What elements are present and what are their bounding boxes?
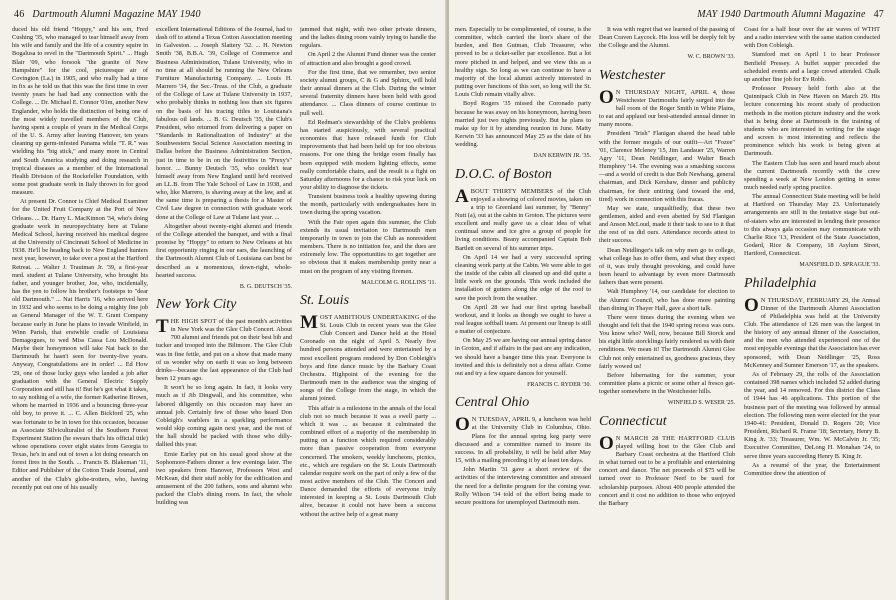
paragraph-lead: [599, 432, 735, 508]
paragraph: President "Irish" Flanigan shared the head table with the former moguls of our outfit—Art "Fozee" '01, Clarence Mcleney '15, Jim Landauer '25, Warren Agry '11, Dean Neidlinger, and Walter Beach Humphrey '14. The evening was a smashing success—and a world of credit is due Bob Newhang, general chairman, and Dick Kershaw, dinner and publicity chairman, for their untiring (and toward the end, tired) work in connection with this fracas.: [599, 130, 735, 203]
paragraph: excellent International Editions of the Journal, had to dash off to attend a Texas Cotton Association meeting in Galveston. ... Joseph Slattery '32. ... H. Newton Smith '38, B.B.A. '39, College of Commerce and Business Administration, Tulane University, who in no time at all should be running the New Orleans Furniture Manufacturing Company. ... Louis H. Marrero '34, the Sec.-Treas. of the Club, a graduate of the College of Law at Tulane University in 1937, who probably thinks in nothing less than six figures on the basis of his tracing titles to Louisiana's fabulous oil lands. ... B. G. Deutsch '35, the Club's President, who returned from delivering a paper on "Standards in Rationalization of Industry" at the Southwestern Social Science Association meeting in Dallas before the Business Administration Section, just in time to be in on the festivities in "Prexy's" honor. ... Bunny Deutsch '35, who couldn't tear himself away from New England until he'd received an LL.B. from The Yale School of Law in 1938, and who, like Marrero, is shaving away at the law, and at the same time is preparing a thesis for a Master of Civil Law degree in connection with graduate work done at the College of Law at Tulane last year. ...: [156, 26, 292, 221]
paragraph: The Eastern Club has seen and heard much about the current Dartmouth recently with the crew spending a week at New London getting in some much needed early spring practice.: [744, 159, 880, 191]
lead-text: played willing host to the Glee Club and Barbary Coast orchestra at the Hartford Club in what turned out to be a profitable and entertaining concert and dance. The net proceeds of $75 will be turned over to Professor Neef to be used for scholarship purposes. About 400 people attended the concert and it cost no addition to those who enjoyed the Barbary: [599, 442, 735, 507]
paragraph: Dean Neidlinger's talk on why men go to college, what college has to offer them, and what they expect of it, was truly thought provoking, and could have been heard to advantage by even more Dartmouth fathers than were present.: [599, 246, 735, 287]
paragraph: The annual Connecticut State meeting will be held at Hartford on Thursday May 23. Unfortunately arrangements are still in the tentative stage but out-of-staters who are interested in lending their presence to this always gala occasion may communicate with Charlie Rice '13, President of the State Association, Godard, Rice & Company, 18 Asylum Street, Hartford, Connecticut.: [744, 193, 880, 258]
paragraph: As a resumé of the year, the Entertainment Committee drew the attention of: [744, 461, 880, 477]
drop-cap: O: [455, 414, 470, 436]
paragraph-lead: [455, 185, 591, 253]
signature-brown: W. C. BROWN '33.: [687, 54, 735, 61]
section-heading-westchester: Westchester: [599, 67, 666, 83]
section-heading-st-louis: St. Louis: [300, 292, 350, 308]
paragraph: On April 2 the Alumni Fund dinner was the center of attraction and also brought a good crowd.: [300, 51, 436, 67]
section-heading-doc-boston: D.O.C. of Boston: [455, 166, 552, 182]
lead-text: , FEBRUARY 29, the Annual Dinner of the Dartmouth Alumni Association of Philadelphia was held at the University Club. The attendance of 126 men was the largest in the history of any annual dinner of the Association, and the men who attended experienced one of the most enjoyable evenings that the Association has ever sponsored, with Dean Neidlinger '25, Ross McKenney and Sumner Emerson '17, as the speakers.: [744, 296, 880, 369]
paragraph: Ed Redman's stewardship of the Club's problems has started auspiciously, with several practical economies that have released funds for Club improvements that had been held up for too obvious reasons. For one thing the bridge room finally has been equipped with modern lighting effects, some really comfortable chairs, and the result is a fight on Saturday afternoons for a chance to risk your luck on your ability to diagnose the tickets.: [300, 118, 436, 191]
paragraph: Professor Pressey held forth also at the Quinnipack Club in New Haven on March 29. His lecture concerning his recent study of production methods in the motion picture industry and the work that is being done at Dartmouth in the training of students who are interested in writing for the stage and screen is most interesting and reflects the prominence which his work is being given at Dartmouth.: [744, 85, 880, 158]
lead-text: of the past month's activities in New York was the Glee Club Concert. About 700 alumni and friends put on their best bib and tucker and trooped into the Biltmore. The Glee Club was in fine fettle, and put on a show that made many of us wonder why on earth it was so long between drinks—because the last appearance of the Club had been 12 years ago.: [156, 318, 292, 383]
left-column-1: [12, 26, 148, 598]
lead-words: N MARCH 28 THE HARTFORD CLUB: [615, 434, 735, 442]
right-column-1: [455, 26, 591, 598]
paragraph: John Martin '31 gave a short review of the activities of the interviewing committee and stressed the need for a definite program for the coming year. Rolly Wilson '34 told of the effort being made to secure positions for unemployed Dartmouth men.: [455, 466, 591, 506]
paragraph: Walt Humphrey '14, our candidate for election to the Alumni Council, who has done more painting than dining in Thayer Hall, gave a short talk.: [599, 288, 735, 312]
signature-kerwin: DAN KERWIN JR. '35.: [533, 153, 591, 160]
drop-cap: M: [300, 311, 318, 333]
lead-words: BOUT THIRTY MEMBERS: [470, 187, 554, 195]
signature-weser: WINFIELD S. WESER '25.: [667, 400, 735, 407]
paragraph-lead: [156, 318, 292, 383]
drop-cap: O: [744, 294, 759, 316]
lead-text: , APRIL 9, a luncheon was held at the University Club in Columbus, Ohio. Plans for the annual spring keg party were discussed and a committee named to insure its success. In all probability, it will be held after May 15, with a mailing preceding it by at least ten days.: [455, 416, 591, 465]
paragraph: Coast for a half hour over the air waves of WTHT and a radio interview with the same station conducted with Don Cobleigh.: [744, 26, 880, 50]
right-column-2: [599, 26, 735, 598]
paragraph: Transient business took a healthy upswing during the month, particularly with undergraduates here in town during the spring vacation.: [300, 193, 436, 217]
paragraph: It was with regret that we learned of the passing of Dean Craven Laycock. His loss will be deeply felt by the College and the Alumni.: [599, 26, 735, 50]
section-heading-central-ohio: Central Ohio: [455, 395, 530, 411]
paragraph-lead: [300, 311, 436, 404]
running-title-right: MAY 1940 Dartmouth Alumni Magazine: [697, 9, 866, 20]
left-page: [0, 0, 447, 600]
drop-cap: O: [599, 86, 614, 108]
right-column-3: [744, 26, 880, 598]
paragraph: duced his old friend "Hoppy," and his son, Fred Cushing '35, who managed to tear himself away from his wife and family and the life of a country squire in Bogalusa to revel in the "Dartmouth Spirit." ... Hugh Blair '09, who forsook "the granite of New Hampshire" for the cool, picturesque air of Covington (La.) in 1905, and who really had a time in fix as he told us that this was the first time in over twenty years he had had any connection with the College. ... Dr. Michael E. Connor '01m, another New Englander, who holds the distinction of being one of the most widely travelled members of the Club, having spent a couple of years in the Medical Corps of the U. S. Army after leaving Hanover, ten years cleaning up germ-infested Panama while "T. R." was wielding his "big stick," and many more in Central and South America studying and doing research in tropical diseases as a member of the International Health Division of the Rockefeller Foundation, with some post graduate work in Italy thrown in for good measure.: [12, 26, 148, 197]
paragraph-lead: [599, 86, 735, 130]
lead-words: N THURSDAY NIGHT: [615, 88, 685, 96]
right-page: [449, 0, 896, 600]
signature-ryder: FRANCIS C. RYDER '30.: [527, 382, 591, 389]
lead-text: of the St. Louis Club in recent years was the Glee Club Concert and Dance held at the Hotel Coronado on the night of April 5. Nearly five hundred persons attended and were entertained by a most excellent program rendered by Don Cobleigh's boys and fine dance music by the Barbary Coast Orchestra. Highpoint of the evening for the Dartmouth men in the audience was the singing of songs of the College from the stage, in which the alumni joined.: [300, 313, 436, 403]
drop-cap: A: [455, 185, 469, 207]
section-heading-philadelphia: Philadelphia: [744, 275, 817, 291]
running-title-left: Dartmouth Alumni Magazine MAY 1940: [32, 9, 201, 20]
lead-text: of the Club enjoyed a showing of colored movies, taken on a trip to Greenland last summer, by "Benny" Nutt (a), out at the cabin in Groton. The pictures were excellent and really gave us a clear idea of what continual snow and ice give a group of people for living conditions. Beany accompanied Captain Bob Bartlett on several of his summer trips.: [455, 187, 591, 252]
paragraph: As of February 29, the rolls of the Association contained 398 names which included 52 added during the year, and 14 removed. For this district the Class of 1944 has 46 applications. This portion of the business part of the meeting was followed by annual election. The following men were elected for the year 1940-41: President, Donald D. Rogers '20; Vice President, Richard R. Frame '18; Secretary, Henry B. King Jr. '33; Treasurer, Wm. W. McCalvin Jr. '35; Executive Committee, DeLong H. Monahan '24, to serve three years succeeding Henry B. King Jr.: [744, 370, 880, 460]
paragraph-lead: [744, 294, 880, 370]
left-column-2: [156, 26, 292, 598]
left-column-3: [300, 26, 436, 598]
paragraph: Stamford met on April 1 to hear Professor Benfield Pressey. A buffet supper preceded the scheduled events and a large crowd attended. Chalk up another fine job for Ev Robb.: [744, 51, 880, 83]
section-heading-new-york-city: New York City: [156, 297, 237, 312]
paragraph: For the first time, that we remember, two senior society alumni groups, C & G and Sphinx, will hold their annual dinners at the Club. During the winter several fraternity dinners have been held with good attendance. ... Class dinners of course continue to pull well.: [300, 68, 436, 117]
lead-words: N THURSDAY: [760, 296, 804, 304]
paragraph: Ernie Earley put on his usual good show at the Sophomore-Fathers dinner a few evenings later. The two speakers from Hanover, Professors West and McKean, did their stuff nobly for the edification and amusement of the 200 fathers, sons and alumni who packed the Club's dining room. In fact, the whole building was: [156, 450, 292, 507]
paragraph: May we state, unqualifiedly, that these two gentlemen, aided and even abetted by Sid Flanigan and Anson McLoud, made it their task to see to it that the rest of us did ours. Attendance records attest to their success.: [599, 204, 735, 245]
paragraph: Before hibernating for the summer, your committee plans a picnic or some other al fresco get-together somewhere in the Westchester hills.: [599, 371, 735, 396]
paragraph: men. Especially to be complimented, of course, is the committee, which carried the lion's share of the burden, and Ben Gutman, Club Treasurer, who proved to be a ticket-seller par excellence. But a lot more pitched in and helped, and we view this as a healthy sign. So long as we can continue to have a majority of the local alumni actively interested in putting over functions of this sort, so long will the St. Louis Club remain vitally alive.: [455, 26, 591, 99]
lead-words: OST AMBITIOUS UNDERTAKING: [319, 313, 420, 321]
paragraph: On May 25 we are having our annual spring dance in Groton, and if affairs in the past are any indication, we should have a banger time this year. Everyone is invited and this is definitely not a dress affair. Come out and try a few square dances for yourself.: [455, 337, 591, 377]
paragraph: Boyd Rogers '35 missed the Coronado party because he was away on his honeymoon, having been married just two nights previously. But he plans to make up for it by attending reunion in June. Matty Kerwin '33 has announced May 25 as the date of his wedding.: [455, 100, 591, 149]
paragraph: This affair is a milestone in the annals of the local club not so much because it was a swell party ... which it was ... as because it culminated the combined effort of a majority of the membership in putting on a function which required considerably more than passive cooperation from everyone concerned. The smokers, weekly luncheons, picnics, etc., which are regulars on the St. Louis Dartmouth calendar require work on the part of only a few of the most active members of the Club. The Concert and Dance demanded the efforts of everyone truly interested in keeping a St. Louis Dartmouth Club alive, because it could not have been a success without the active help of a great many: [300, 404, 436, 518]
paragraph: On April 28 we had our first spring baseball workout, and it looks as though we ought to have a real league softball team. At present our lineup is still a matter of conjecture.: [455, 303, 591, 336]
paragraph: At present Dr. Connor is Chief Medical Examiner for the United Fruit Company at the Port of New Orleans. ... Dr. Harry L. MacKinnon '34, who's doing graduate work in neuropsychiatry here at Tulane Medical School, having received his medical degree at the University of Cincinnati School of Medicine in 1938. He'll be heading back to New England hunters next year, however, to take over a post at the Hartford Retreat. ... Walter J. Trautman Jr. '39, a first-year med. student at Tulane University, who brought his father, and younger brother, Joe, who, incidentally, has the yen to follow his brother's footsteps to "dear old Dartmouth." ... Nat Harris '16, who arrived here in 1932 and who seems to be doing a mighty fine job as General Manager of the W. T. Grant Company because early in June he plans to invade Winfield, in Winn Parish, that erstwhile cradle of Louisiana Demagogues, to wed Miss Cassa Lou McDonald. Maybe their honeymoon will take Nat back to the Dartmouth he hasn't seen for twenty-five years. Anyway, Congratulations are in order! ... Ed How '29, one of those lucky guys who landed a job after graduation with the General Electric Supply Corporation and still has it! But he's got what it takes, to say nothing of a wife, the former Katherine Brown, whom he married in 1936 and a bouncing three-year old boy, to prove it. ... C. Allen Bickford '25, who was fortunate to be in town for this occasion, because as Associate Silviculturalist of the Southern Forest Experiment Station (he swears that's his official title) whose operations cover eight states from Georgia to Texas, he's in and out of town a lot doing research on forest fires in the South. ... Francis B. Blakeman '11, Editor and Publisher of the Cotton Trade Journal, and another of the Club's globe-trotters, who, having recently put out one of his usually: [12, 198, 148, 491]
drop-cap: O: [599, 432, 614, 454]
lead-text: , APRIL 4, those Westchester Dartmouths fairly surged into the ball room of the Roger Smith in White Plains, to eat and applaud our best-attended annual dinner in many moons.: [599, 88, 735, 129]
page-number-left: 46: [14, 9, 25, 20]
running-head-left: [14, 9, 201, 20]
running-head-right: [697, 9, 884, 20]
paragraph: jammed that night, with two other private dinners, and the ladies dining room vainly trying to handle the regulars.: [300, 26, 436, 50]
paragraph: With the Fair open again this summer, the Club extends its usual invitation to Dartmouth men temporarily in town to join the Club as nonresident members. There is no initiation fee, and the dues are extremely low. The opportunities to get together are so obvious that it makes membership pretty near a must on the program of any visiting firemen.: [300, 218, 436, 275]
lead-words: HE HIGH SPOT: [170, 318, 217, 325]
paragraph-lead: [455, 416, 591, 465]
paragraph: There were times during the evening when we thought and felt that the 1940 spring recess was ours. You know who? Well, now, because Bill Storck and his eight little storcklings fairly rendered us with their renditions. We mean it! The Dartmouth Alumni Glee Club not only entertained us, goodness gracious, they fairly wowed us!: [599, 313, 735, 370]
signature-deutsch: B. G. DEUTSCH '35.: [239, 283, 292, 290]
paragraph: It won't be so long again. In fact, it looks very much as if Jib Dingwall, and his committee, who labored diligently on this occasion may have an annual job. Certainly few of those who heard Don Cobleigh's warblers in a sparkling performance would skip coming again next year, and the rest of the hall should be packed with those who dilly-dallied this year.: [156, 384, 292, 449]
page-number-right: 47: [873, 9, 884, 20]
signature-rollins: MALCOLM G. ROLLINS '11.: [361, 279, 436, 286]
paragraph: On April 14 we had a very successful spring cleaning work party at the Cabin. We were able to get the inside of the cabin all cleaned up and did quite a little work on the grounds. This work included the installation of gutters along the edge of the roof to save the porch from the weather.: [455, 253, 591, 302]
section-heading-connecticut: Connecticut: [599, 413, 667, 429]
lead-words: N TUESDAY: [471, 416, 509, 424]
paragraph: Altogether about twenty-eight alumni and friends of the College attended the banquet, and with a final promise by "Hoppy" to return to New Orleans at his first opportunity ringing in our ears, the launching of the Dartmouth Alumni Club of Louisiana can best be described as a momentous, down-right, whole-hearted success.: [156, 222, 292, 279]
drop-cap: T: [156, 316, 169, 337]
signature-sprague: MANSFIELD D. SPRAGUE '33.: [799, 262, 880, 269]
